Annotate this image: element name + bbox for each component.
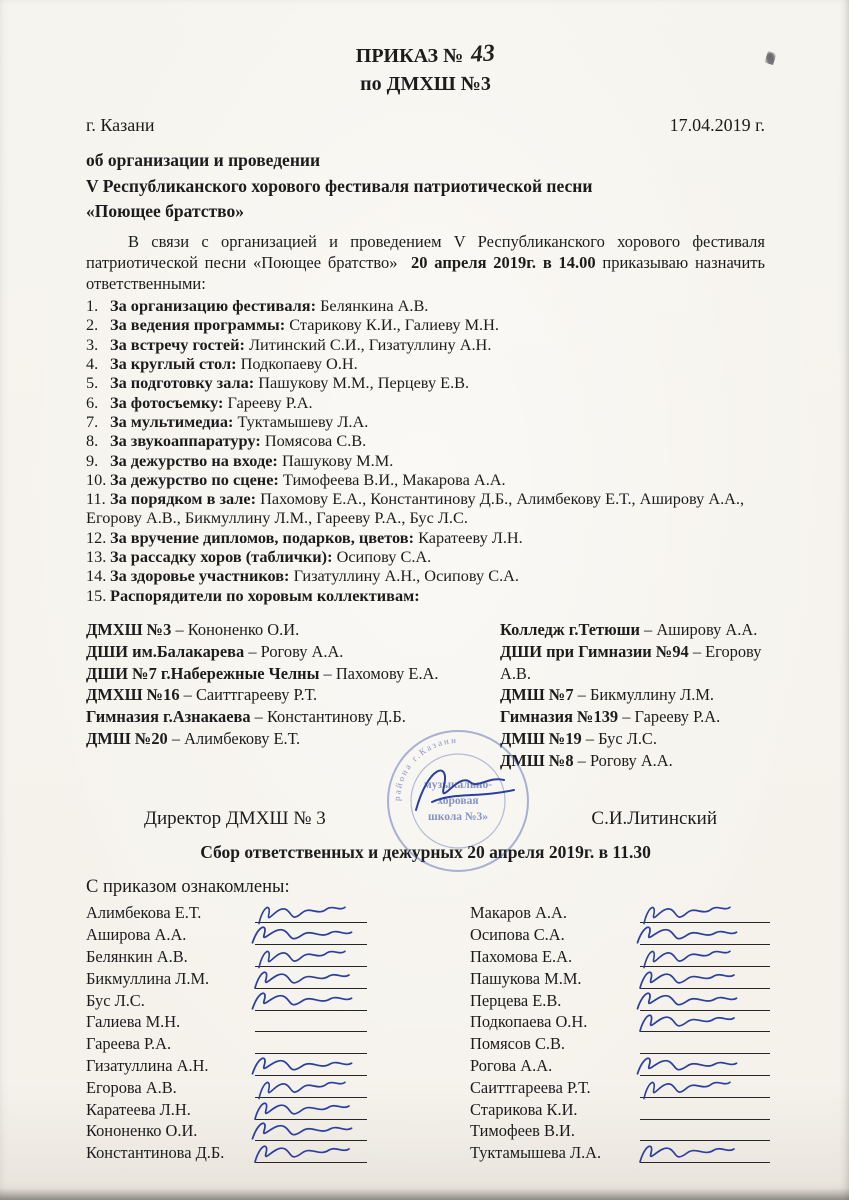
item-role: Распорядители по хоровым коллективам:: [110, 585, 420, 605]
scan-artifact: [764, 51, 776, 65]
dash-separator: –: [692, 641, 702, 661]
signature-row: [86, 945, 470, 967]
stamp-center-line-3: школа №3»: [428, 810, 488, 823]
assignment-item: [500, 619, 765, 641]
item-names: Пашукову М.М., Перцеву Е.В.: [258, 373, 470, 393]
item-number: 2.: [86, 315, 99, 335]
responsibility-item: [86, 431, 765, 450]
signer-name: Осипова С.А.: [470, 925, 565, 945]
dash-separator: –: [622, 707, 631, 727]
responsibility-item: [86, 470, 765, 489]
school-name: Гимназия г.Азнакаева: [86, 707, 251, 727]
item-number: 10.: [86, 469, 107, 489]
assignment-item: [86, 641, 500, 663]
signature-row: [86, 1098, 470, 1120]
item-number: 14.: [86, 566, 107, 586]
item-names: Гизатуллину А.Н., Осипову С.А.: [293, 566, 519, 586]
item-names: Пашукову М.М.: [281, 450, 394, 470]
intro-paragraph: [86, 232, 765, 295]
stamp-center-line-2: хоровая: [437, 794, 479, 807]
signer-name: Гареева Р.А.: [86, 1034, 172, 1054]
item-names: Литинский С.И., Гизатуллину А.Н.: [248, 334, 492, 354]
item-number: 11.: [86, 489, 106, 509]
signature-row: [470, 967, 770, 989]
assignee-name: Егорову А.В.: [500, 641, 762, 683]
item-names: Осипову С.А.: [336, 547, 432, 567]
item-names: Старикову К.И., Галиеву М.Н.: [289, 315, 499, 335]
dash-separator: –: [248, 641, 257, 661]
assignee-name: Саиттгарееву Р.Т.: [195, 685, 318, 705]
item-role: За звукоаппаратуру:: [110, 431, 261, 451]
signature-line: [640, 1015, 770, 1032]
signature-line: [255, 994, 367, 1011]
signature-row: [470, 902, 770, 924]
item-number: 1.: [86, 296, 99, 316]
signature-line: [640, 1103, 770, 1120]
document-subtitle: по ДМХШ №3: [360, 73, 491, 96]
title-number-handwritten: 43: [470, 40, 496, 68]
signer-name: Бикмуллина Л.М.: [86, 968, 210, 988]
intro-text-pre: В связи с организацией и проведением V Республиканского хорового фестиваля патриотической песни «Поющее братство»: [86, 232, 765, 273]
responsibility-item: [86, 547, 765, 566]
intro-datetime: 20 апреля 2019г. в 14.00: [411, 253, 596, 273]
signatures-right-column: [470, 902, 770, 1164]
assignment-item: [500, 750, 765, 772]
responsibility-item: [86, 528, 765, 547]
signer-name: Пахомова Е.А.: [470, 947, 573, 966]
signature-line: [640, 1081, 770, 1098]
responsibility-item: [86, 586, 765, 605]
signatures-left-column: [86, 902, 470, 1164]
item-number: 9.: [86, 450, 99, 470]
signature-row: [470, 1120, 770, 1142]
signature-row: [86, 1054, 470, 1076]
signer-name: Каратеева Л.Н.: [86, 1099, 191, 1119]
signer-name: Кононенко О.И.: [86, 1121, 198, 1141]
signer-name: Туктамышева Л.А.: [470, 1143, 602, 1163]
item-role: За рассадку хоров (таблички):: [110, 547, 333, 567]
signer-name: Егорова А.В.: [86, 1077, 177, 1097]
signature-row: [470, 945, 770, 967]
dash-separator: –: [585, 728, 595, 748]
city-label: г. Казани: [86, 115, 155, 136]
signer-name: Галиева М.Н.: [86, 1012, 181, 1032]
signature-line: [255, 1059, 367, 1076]
signature-row: [86, 1076, 470, 1098]
city-date-row: [86, 115, 765, 136]
responsibility-item: [86, 315, 765, 334]
item-role: За круглый стол:: [110, 354, 237, 374]
signer-name: Помясов С.В.: [470, 1034, 565, 1054]
signature-row: [86, 923, 470, 945]
item-number: 3.: [86, 334, 99, 354]
signature-row: [86, 1032, 470, 1054]
responsibility-item: [86, 296, 765, 315]
responsibility-item: [86, 354, 765, 373]
signature-line: [255, 1124, 367, 1141]
responsibility-item: [86, 373, 765, 392]
signer-name: Аширова А.А.: [86, 925, 187, 945]
school-name: ДМХШ №3: [86, 619, 172, 639]
item-names: Каратееву Л.Н.: [418, 527, 523, 547]
signer-name: Пашукова М.М.: [470, 968, 582, 988]
item-names: Белянкина А.В.: [320, 296, 429, 316]
dash-separator: –: [323, 663, 332, 683]
date-label: 17.04.2019 г.: [669, 115, 765, 136]
signer-name: Тимофеев В.И.: [470, 1121, 575, 1141]
responsibility-item: [86, 451, 765, 470]
signature-row: [470, 1098, 770, 1120]
item-number: 8.: [86, 431, 99, 451]
school-name: ДМШ №20: [86, 728, 168, 748]
acknowledgment-header: С приказом ознакомлены:: [86, 876, 290, 897]
school-name: ДМШ №7: [500, 685, 574, 705]
signature-row: [86, 1141, 470, 1163]
dash-separator: –: [577, 750, 586, 770]
signer-name: Подкопаева О.Н.: [470, 1012, 588, 1032]
item-number: 6.: [86, 392, 99, 412]
dash-separator: –: [577, 685, 586, 705]
signer-name: Бус Л.С.: [86, 990, 145, 1010]
item-number: 12.: [86, 527, 107, 547]
dash-separator: –: [644, 619, 653, 639]
signature-line: [640, 994, 770, 1011]
director-signature-scribble: [406, 758, 526, 828]
acknowledgment-signatures: [86, 902, 765, 1164]
assignee-name: Константинову Д.Б.: [266, 707, 406, 727]
item-names: Гарееву Р.А.: [227, 392, 313, 412]
item-role: За порядком в зале:: [110, 489, 257, 509]
item-role: За здоровье участников:: [110, 566, 290, 586]
assignments-right-column: [500, 619, 765, 772]
assignee-name: Гарееву Р.А.: [634, 707, 721, 727]
signature-scribble-icon: [634, 1140, 738, 1167]
dash-separator: –: [254, 707, 263, 727]
responsibility-item: [86, 566, 765, 585]
item-number: 5.: [86, 373, 99, 393]
signer-name: Гизатуллина А.Н.: [86, 1055, 209, 1075]
signature-line: [640, 1146, 770, 1163]
signer-name: Перцева Е.В.: [470, 990, 562, 1010]
assignment-item: [86, 619, 500, 641]
signature-row: [470, 1141, 770, 1163]
item-names: Туктамышеву Л.А.: [237, 411, 369, 431]
assignment-item: [500, 641, 765, 685]
assignee-name: Пахомову Е.А.: [335, 663, 439, 683]
assignment-item: [500, 706, 765, 728]
item-number: 7.: [86, 411, 99, 431]
school-name: Колледж г.Тетюши: [500, 619, 640, 639]
item-role: За подготовку зала:: [110, 373, 255, 393]
item-names: Тимофеева В.И., Макарова А.А.: [282, 469, 506, 489]
item-number: 15.: [86, 585, 107, 605]
item-role: За дежурство на входе:: [110, 450, 278, 470]
title-prefix: ПРИКАЗ №: [355, 45, 464, 67]
signature-line: [255, 950, 367, 967]
signature-scribble-icon: [249, 1140, 353, 1167]
item-role: За мультимедиа:: [110, 411, 234, 431]
school-name: ДШИ при Гимназии №94: [500, 641, 689, 661]
signature-line: [255, 1015, 367, 1032]
assignee-name: Бикмуллину Л.М.: [589, 685, 715, 705]
subject-block: [86, 148, 765, 224]
item-number: 4.: [86, 354, 99, 374]
signature-row: [86, 1120, 470, 1142]
signature-row: [86, 989, 470, 1011]
document-title: [86, 40, 765, 71]
signer-name: Саиттгареева Р.Т.: [470, 1077, 591, 1097]
subject-line: V Республиканского хорового фестиваля патриотической песни: [86, 175, 593, 196]
item-names: Пахомову Е.А., Константинову Д.Б., Алимбекову Е.Т., Аширову А.А., Егорову А.В., Бикмуллину Л.М., Гарееву Р.А., Бус Л.С.: [86, 489, 745, 528]
intro-text-post: приказываю назначить ответственными:: [86, 253, 766, 294]
signature-scribble-icon: [634, 1009, 738, 1036]
item-role: За дежурство по сцене:: [110, 469, 279, 489]
item-role: За встречу гостей:: [110, 334, 245, 354]
signature-row: [470, 989, 770, 1011]
item-names: Подкопаеву О.Н.: [240, 354, 358, 374]
signature-line: [255, 972, 367, 989]
assignee-name: Рогову А.А.: [260, 641, 344, 661]
subject-line: об организации и проведении: [86, 150, 321, 171]
subject-line: «Поющее братство»: [86, 200, 244, 221]
assignment-item: [500, 728, 765, 750]
dash-separator: –: [175, 619, 184, 639]
director-position-label: Директор ДМХШ № 3: [144, 807, 326, 829]
assignee-name: Кононенко О.И.: [187, 619, 300, 639]
item-number: 13.: [86, 547, 107, 567]
signature-row: [86, 967, 470, 989]
assignee-name: Алимбекову Е.Т.: [184, 728, 301, 748]
assignee-name: Бус Л.С.: [598, 728, 657, 748]
signature-line: [255, 1081, 367, 1098]
school-name: Гимназия №139: [500, 707, 619, 727]
signature-scribble-icon: [246, 986, 356, 1016]
stamp-ring-text: района г.Казани: [391, 734, 459, 801]
item-role: За ведения программы:: [110, 315, 286, 335]
signer-name: Алимбекова Е.Т.: [86, 903, 202, 923]
signature-line: [640, 950, 770, 967]
signer-name: Константинова Д.Б.: [86, 1143, 225, 1163]
signature-scribble-icon: [638, 1073, 734, 1104]
school-name: ДМХШ №16: [86, 685, 180, 705]
responsibility-item: [86, 489, 765, 528]
signature-line: [255, 1146, 367, 1163]
assignment-item: [500, 684, 765, 706]
stamp-center-line-1: музыкально-: [423, 778, 493, 791]
responsibilities-list: [86, 296, 765, 605]
signature-row: [470, 1011, 770, 1033]
item-role: За фотосъемку:: [110, 392, 224, 412]
responsibility-item: [86, 335, 765, 354]
signature-row: [86, 902, 470, 924]
item-names: Помясова С.В.: [264, 431, 367, 451]
signature-line: [640, 1124, 770, 1141]
responsibility-item: [86, 412, 765, 431]
school-name: ДМШ №8: [500, 750, 574, 770]
signer-name: Рогова А.А.: [470, 1055, 553, 1075]
item-role: За организацию фестиваля:: [110, 296, 316, 316]
assignee-name: Аширову А.А.: [656, 619, 758, 639]
item-role: За вручение дипломов, подарков, цветов:: [110, 527, 414, 547]
signature-line: [640, 972, 770, 989]
school-name: ДМШ №19: [500, 728, 582, 748]
school-name: ДШИ им.Балакарева: [86, 641, 245, 661]
signature-row: [470, 1076, 770, 1098]
signer-name: Старикова К.И.: [470, 1099, 578, 1119]
assignment-item: [86, 684, 500, 706]
assignment-item: [86, 663, 500, 685]
director-name: С.И.Литинский: [591, 807, 717, 829]
meeting-line: Сбор ответственных и дежурных 20 апреля 2019г. в 11.30: [200, 841, 651, 862]
dash-separator: –: [171, 728, 181, 748]
signer-name: Белянкин А.В.: [86, 947, 188, 966]
signer-name: Макаров А.А.: [470, 903, 567, 923]
responsibility-item: [86, 393, 765, 412]
assignee-name: Рогову А.А.: [589, 750, 673, 770]
dash-separator: –: [183, 685, 192, 705]
school-name: ДШИ №7 г.Набережные Челны: [86, 663, 320, 683]
